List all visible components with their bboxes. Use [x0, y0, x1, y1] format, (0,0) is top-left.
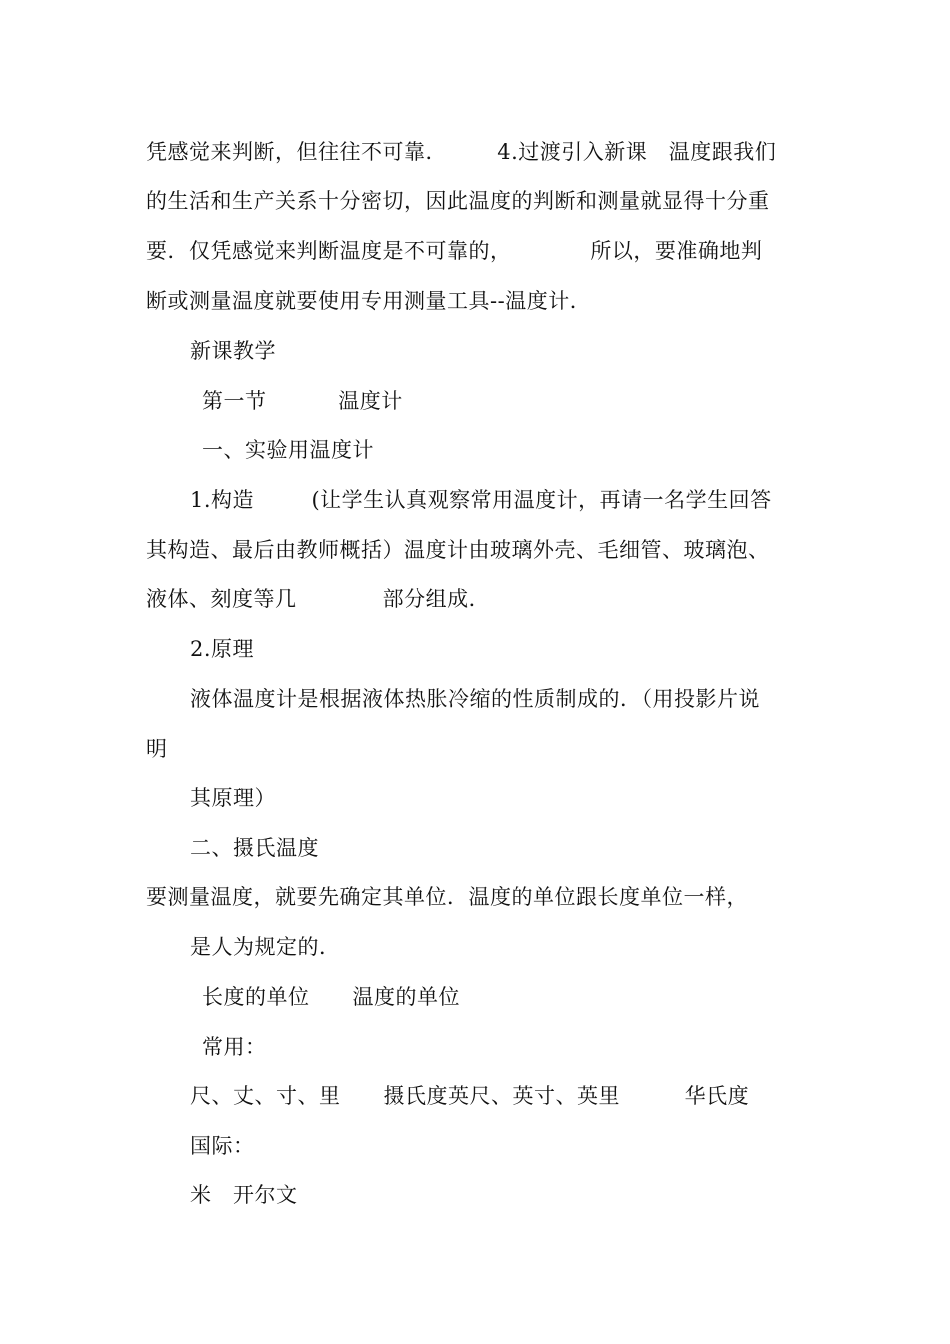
- paragraph-line: 常用：: [202, 1035, 267, 1059]
- paragraph-line: 是人为规定的．: [190, 935, 341, 959]
- paragraph-line: 尺、丈、寸、里 摄氏度英尺、英寸、英里 华氏度: [190, 1084, 750, 1108]
- paragraph-line: 断或测量温度就要使用专用测量工具--温度计．: [146, 289, 592, 313]
- paragraph-line: 其原理）: [190, 786, 276, 810]
- section-heading: 第一节 温度计: [202, 389, 403, 413]
- section-heading: 二、摄氏温度: [190, 836, 319, 860]
- paragraph-line: 明: [146, 737, 168, 761]
- paragraph-line: 液体、刻度等几 部分组成．: [146, 587, 491, 611]
- paragraph-line: 1.构造 (让学生认真观察常用温度计，再请一名学生回答: [190, 488, 772, 512]
- section-heading: 新课教学: [190, 339, 276, 363]
- paragraph-line: 要测量温度，就要先确定其单位．温度的单位跟长度单位一样，: [146, 885, 748, 909]
- paragraph-line: 其构造、最后由教师概括）温度计由玻璃外壳、毛细管、玻璃泡、: [146, 538, 770, 562]
- paragraph-line: 要．仅凭感觉来判断温度是不可靠的， 所以，要准确地判: [146, 239, 763, 263]
- paragraph-line: 的生活和生产关系十分密切，因此温度的判断和测量就显得十分重: [146, 189, 770, 213]
- paragraph-line: 米 开尔文: [190, 1183, 298, 1207]
- paragraph-line: 长度的单位 温度的单位: [202, 985, 461, 1009]
- paragraph-line: 凭感觉来判断，但往往不可靠． 4.过渡引入新课 温度跟我们: [146, 140, 777, 164]
- section-heading: 2.原理: [190, 637, 255, 661]
- paragraph-line: 液体温度计是根据液体热胀冷缩的性质制成的．（用投影片说: [190, 687, 760, 711]
- paragraph-line: 国际：: [190, 1134, 255, 1158]
- section-heading: 一、实验用温度计: [202, 438, 374, 462]
